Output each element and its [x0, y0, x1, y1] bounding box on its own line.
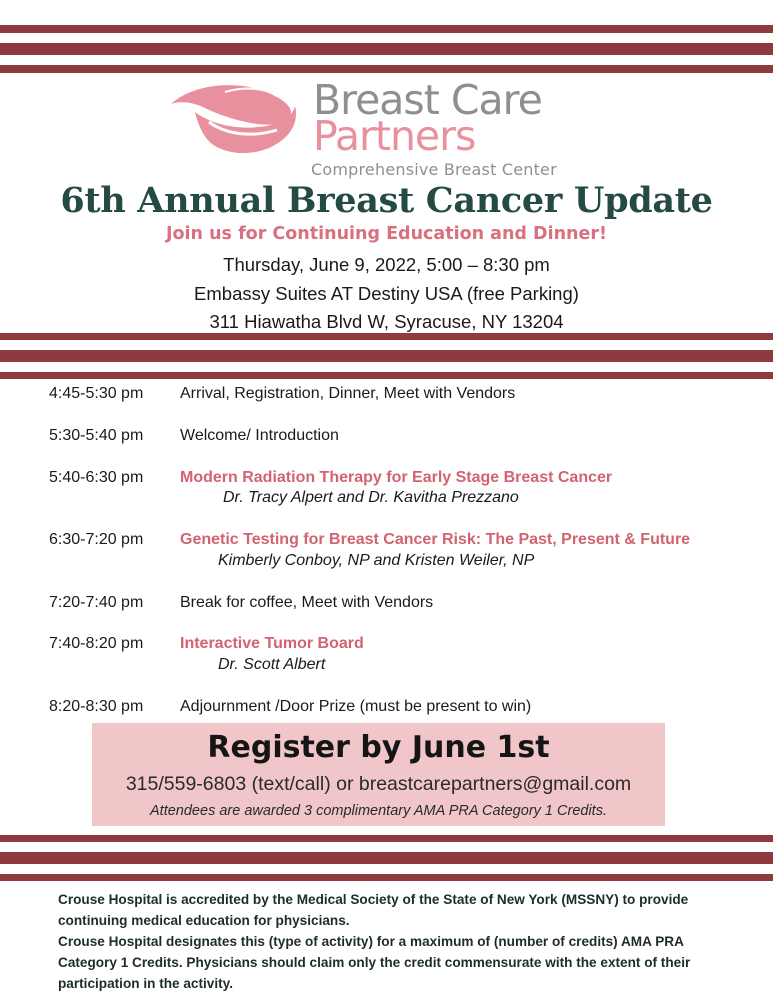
event-title: 6th Annual Breast Cancer Update	[60, 180, 713, 221]
schedule-item: Arrival, Registration, Dinner, Meet with Vendors	[180, 385, 516, 402]
bottom-stripe-1	[0, 835, 773, 842]
mid-stripe-3	[0, 372, 773, 379]
schedule-session-title: Genetic Testing for Breast Cancer Risk: The Past, Present & Future	[180, 531, 691, 548]
mid-stripe-2	[0, 350, 773, 362]
schedule-item: Adjournment /Door Prize (must be present to win)	[180, 698, 532, 715]
schedule-item: Welcome/ Introduction	[180, 427, 339, 444]
accreditation-statement: Crouse Hospital is accredited by the Medical Society of the State of New York (MSSNY) to provide continuing medical education for physicians.	[58, 892, 689, 928]
credit-designation-statement: Crouse Hospital designates this (type of activity) for a maximum of (number of credits) AMA PRA Category 1 Credits. Physicians should claim only the credit commensurate with the extent of their participation in the activity.	[58, 934, 691, 991]
top-stripe-2	[0, 43, 773, 55]
bottom-stripe-2	[0, 852, 773, 864]
schedule-speaker: Kimberly Conboy, NP and Kristen Weiler, NP	[218, 552, 535, 569]
event-subtitle: Join us for Continuing Education and Dinner!	[166, 224, 607, 244]
top-stripe-3	[0, 65, 773, 73]
schedule-time: 5:30-5:40 pm	[49, 427, 144, 444]
schedule-session-title: Modern Radiation Therapy for Early Stage Breast Cancer	[180, 469, 613, 486]
brand-name-line1: Breast Care	[313, 76, 542, 124]
schedule-session-title: Interactive Tumor Board	[180, 635, 364, 652]
register-credits: Attendees are awarded 3 complimentary AMA PRA Category 1 Credits.	[150, 803, 607, 819]
schedule-time: 7:20-7:40 pm	[49, 594, 144, 611]
schedule-time: 8:20-8:30 pm	[49, 698, 144, 715]
schedule-time: 7:40-8:20 pm	[49, 635, 144, 652]
schedule-time: 4:45-5:30 pm	[49, 385, 144, 402]
schedule-speaker: Dr. Tracy Alpert and Dr. Kavitha Prezzano	[223, 489, 519, 506]
pink-ribbon-logo-icon	[165, 78, 305, 158]
accreditation-footer	[58, 889, 738, 994]
event-venue: Embassy Suites AT Destiny USA (free Parking)	[194, 283, 579, 304]
brand-name-line2: Partners	[313, 112, 476, 160]
bottom-stripe-3	[0, 874, 773, 881]
schedule-speaker: Dr. Scott Albert	[218, 656, 326, 673]
schedule-item: Break for coffee, Meet with Vendors	[180, 594, 434, 611]
schedule-time: 6:30-7:20 pm	[49, 531, 144, 548]
brand-logo	[165, 78, 595, 178]
schedule-time: 5:40-6:30 pm	[49, 469, 144, 486]
event-date-time: Thursday, June 9, 2022, 5:00 – 8:30 pm	[223, 254, 550, 275]
register-title: Register by June 1st	[207, 730, 550, 765]
mid-stripe-1	[0, 333, 773, 340]
brand-tagline: Comprehensive Breast Center	[311, 160, 557, 179]
register-contact[interactable]: 315/559-6803 (text/call) or breastcarepartners@gmail.com	[125, 773, 632, 795]
top-stripe-1	[0, 25, 773, 33]
register-box	[92, 723, 665, 826]
event-address: 311 Hiawatha Blvd W, Syracuse, NY 13204	[209, 311, 564, 332]
